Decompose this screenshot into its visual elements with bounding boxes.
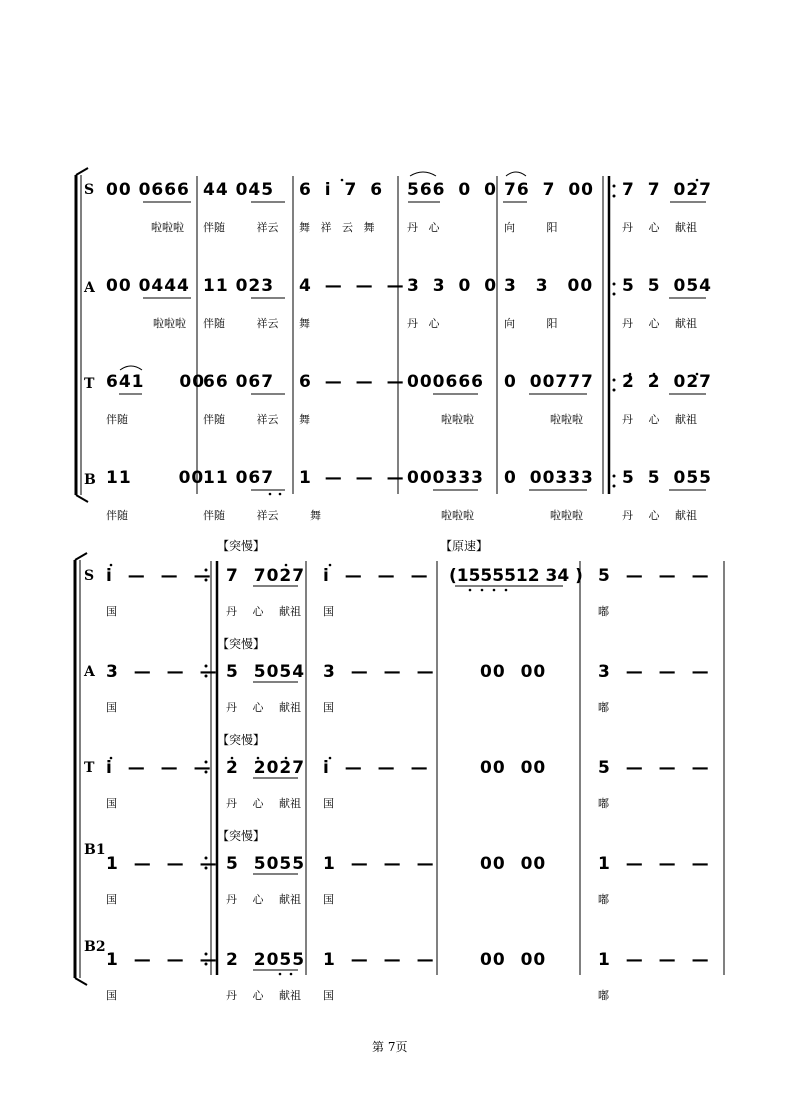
s1-s-m5-notes: 76 7 00 [504, 180, 594, 200]
s2-s-m3-lyrics: 国 [323, 605, 334, 618]
s2-t-m5-lyrics: 嘟 [598, 797, 609, 810]
s2-t-m1-notes: i — — — [106, 758, 212, 778]
s2-s-m1-lyrics: 国 [106, 605, 117, 618]
s1-t-m2-lyrics: 伴随 祥云 [203, 413, 279, 426]
s2-b1-m3-lyrics: 国 [323, 893, 334, 906]
s1-a-m5-lyrics: 向 阳 [504, 317, 558, 330]
s2-b2-m2-notes: 2 2055 [226, 950, 306, 970]
s1-b-m2-lyrics: 伴随 祥云 舞 [203, 509, 321, 522]
s2-s-m5-notes: 5 — — — [598, 566, 710, 586]
s1-t-m6-lyrics: 丹 心 献祖 [622, 413, 697, 426]
s2-t-m3-lyrics: 国 [323, 797, 334, 810]
s1-b-m4-lyrics: 啦啦啦 [441, 509, 474, 522]
s2-b2-m1-notes: 1 — — — [106, 950, 218, 970]
voice-label-s2: S [84, 568, 95, 584]
s1-s-m6-notes: 7 7 027 [622, 180, 712, 200]
s2-a-m2-lyrics: 丹 心 献祖 [226, 701, 301, 714]
s1-t-m2-notes: 66 067 [203, 372, 275, 392]
voice-label-a2: A [84, 664, 95, 680]
system1-underlines [119, 202, 706, 490]
s2-b1-m4-notes: 00 00 [480, 854, 547, 874]
voice-label-a: A [84, 280, 95, 296]
tempo-mark-slow-s: 【突慢】 [217, 539, 266, 553]
s1-b-m5-notes: 0 00333 [504, 468, 594, 488]
s1-b-m2-notes: 11 067 [203, 468, 275, 488]
voice-label-b: B [84, 472, 96, 488]
s1-s-m1-notes: 00 0666 [106, 180, 190, 200]
s1-b-m1-notes: 11 00 [106, 468, 205, 488]
s2-b1-m5-notes: 1 — — — [598, 854, 710, 874]
voice-label-t2: T [84, 760, 95, 776]
system2-underlines [253, 586, 563, 970]
s2-a-m1-lyrics: 国 [106, 701, 117, 714]
s1-b-m1-lyrics: 伴随 [106, 509, 128, 522]
s2-s-m1-notes: i — — — [106, 566, 212, 586]
voice-label-s: S [84, 182, 95, 198]
s2-b2-m1-lyrics: 国 [106, 989, 117, 1002]
s2-a-m5-lyrics: 嘟 [598, 701, 609, 714]
voice-label-b2: B2 [84, 939, 106, 955]
s2-b2-m4-notes: 00 00 [480, 950, 547, 970]
s1-t-m4-notes: 000666 [407, 372, 484, 392]
s2-b2-m5-lyrics: 嘟 [598, 989, 609, 1002]
s1-a-m4-lyrics: 丹 心 [407, 317, 440, 330]
s1-b-m5-lyrics: 啦啦啦 [550, 509, 583, 522]
s2-a-m1-notes: 3 — — — [106, 662, 218, 682]
s1-a-m6-lyrics: 丹 心 献祖 [622, 317, 697, 330]
s1-b-m4-notes: 000333 [407, 468, 484, 488]
s1-a-m1-lyrics: 啦啦啦 [153, 317, 186, 330]
s1-b-m6-lyrics: 丹 心 献祖 [622, 509, 697, 522]
s1-s-m6-lyrics: 丹 心 献祖 [622, 221, 697, 234]
s2-t-m2-lyrics: 丹 心 献祖 [226, 797, 301, 810]
tempo-mark-slow-a: 【突慢】 [217, 637, 266, 651]
s2-b1-m1-notes: 1 — — — [106, 854, 218, 874]
s1-t-m5-lyrics: 啦啦啦 [550, 413, 583, 426]
s2-s-m5-lyrics: 嘟 [598, 605, 609, 618]
s1-s-m2-notes: 44 045 [203, 180, 275, 200]
s2-t-m1-lyrics: 国 [106, 797, 117, 810]
s1-s-m1-lyrics: 啦啦啦 [151, 221, 184, 234]
page-number: 第 7页 [372, 1040, 408, 1054]
s1-t-m4-lyrics: 啦啦啦 [441, 413, 474, 426]
s2-a-m3-lyrics: 国 [323, 701, 334, 714]
s2-s-m3-notes: i — — — [323, 566, 429, 586]
s1-a-m4-notes: 3 3 0 0 [407, 276, 498, 296]
s2-t-m5-notes: 5 — — — [598, 758, 710, 778]
s1-a-m1-notes: 00 0444 [106, 276, 190, 296]
system1-repeat-dots [613, 185, 616, 488]
s2-b2-m3-lyrics: 国 [323, 989, 334, 1002]
s1-t-m6-notes: 2 2 027 [622, 372, 712, 392]
s2-b2-m3-notes: 1 — — — [323, 950, 435, 970]
s2-a-m2-notes: 5 5054 [226, 662, 306, 682]
s1-a-m6-notes: 5 5 054 [622, 276, 712, 296]
s1-a-m3-notes: 4 — — — [299, 276, 405, 296]
s1-s-m4-notes: 566 0 0 [407, 180, 497, 200]
s2-b1-m1-lyrics: 国 [106, 893, 117, 906]
s1-s-m4-lyrics: 丹 心 [407, 221, 440, 234]
s1-s-m3-notes: 6 i 7 6 [299, 180, 384, 200]
s2-b1-m2-lyrics: 丹 心 献祖 [226, 893, 301, 906]
s2-b2-m2-lyrics: 丹 心 献祖 [226, 989, 301, 1002]
voice-label-t: T [84, 376, 95, 392]
s2-b2-m5-notes: 1 — — — [598, 950, 710, 970]
s1-s-m3-lyrics: 舞 祥 云 舞 [299, 221, 375, 234]
s2-s-m2-notes: 7 7027 [226, 566, 306, 586]
s1-b-m6-notes: 5 5 055 [622, 468, 712, 488]
tempo-mark-slow-t: 【突慢】 [217, 733, 266, 747]
s1-t-m1-notes: 641 00 [106, 372, 206, 392]
s2-t-m4-notes: 00 00 [480, 758, 547, 778]
s2-b1-m5-lyrics: 嘟 [598, 893, 609, 906]
s2-s-m2-lyrics: 丹 心 献祖 [226, 605, 301, 618]
s1-a-m3-lyrics: 舞 [299, 317, 310, 330]
system1-bracket [76, 168, 88, 502]
s1-t-m3-notes: 6 — — — [299, 372, 405, 392]
s1-a-m5-notes: 3 3 00 [504, 276, 594, 296]
s2-a-m3-notes: 3 — — — [323, 662, 435, 682]
s2-a-m4-notes: 00 00 [480, 662, 547, 682]
s1-s-m5-lyrics: 向 阳 [504, 221, 558, 234]
s1-t-m3-lyrics: 舞 [299, 413, 310, 426]
s1-t-m1-lyrics: 伴随 [106, 413, 128, 426]
s2-a-m5-notes: 3 — — — [598, 662, 710, 682]
s1-a-m2-lyrics: 伴随 祥云 [203, 317, 279, 330]
s1-a-m2-notes: 11 023 [203, 276, 275, 296]
s2-b1-m2-notes: 5 5055 [226, 854, 306, 874]
s2-s-m4-notes: (1555512 34 ) [449, 566, 583, 586]
s2-t-m3-notes: i — — — [323, 758, 429, 778]
s2-t-m2-notes: 2 2027 [226, 758, 306, 778]
s1-b-m3-notes: 1 — — — [299, 468, 405, 488]
s2-b1-m3-notes: 1 — — — [323, 854, 435, 874]
voice-label-b1: B1 [84, 842, 106, 858]
s1-t-m5-notes: 0 00777 [504, 372, 594, 392]
tempo-mark-slow-b1: 【突慢】 [217, 829, 266, 843]
s1-s-m2-lyrics: 伴随 祥云 [203, 221, 279, 234]
tempo-mark-original: 【原速】 [440, 539, 489, 553]
